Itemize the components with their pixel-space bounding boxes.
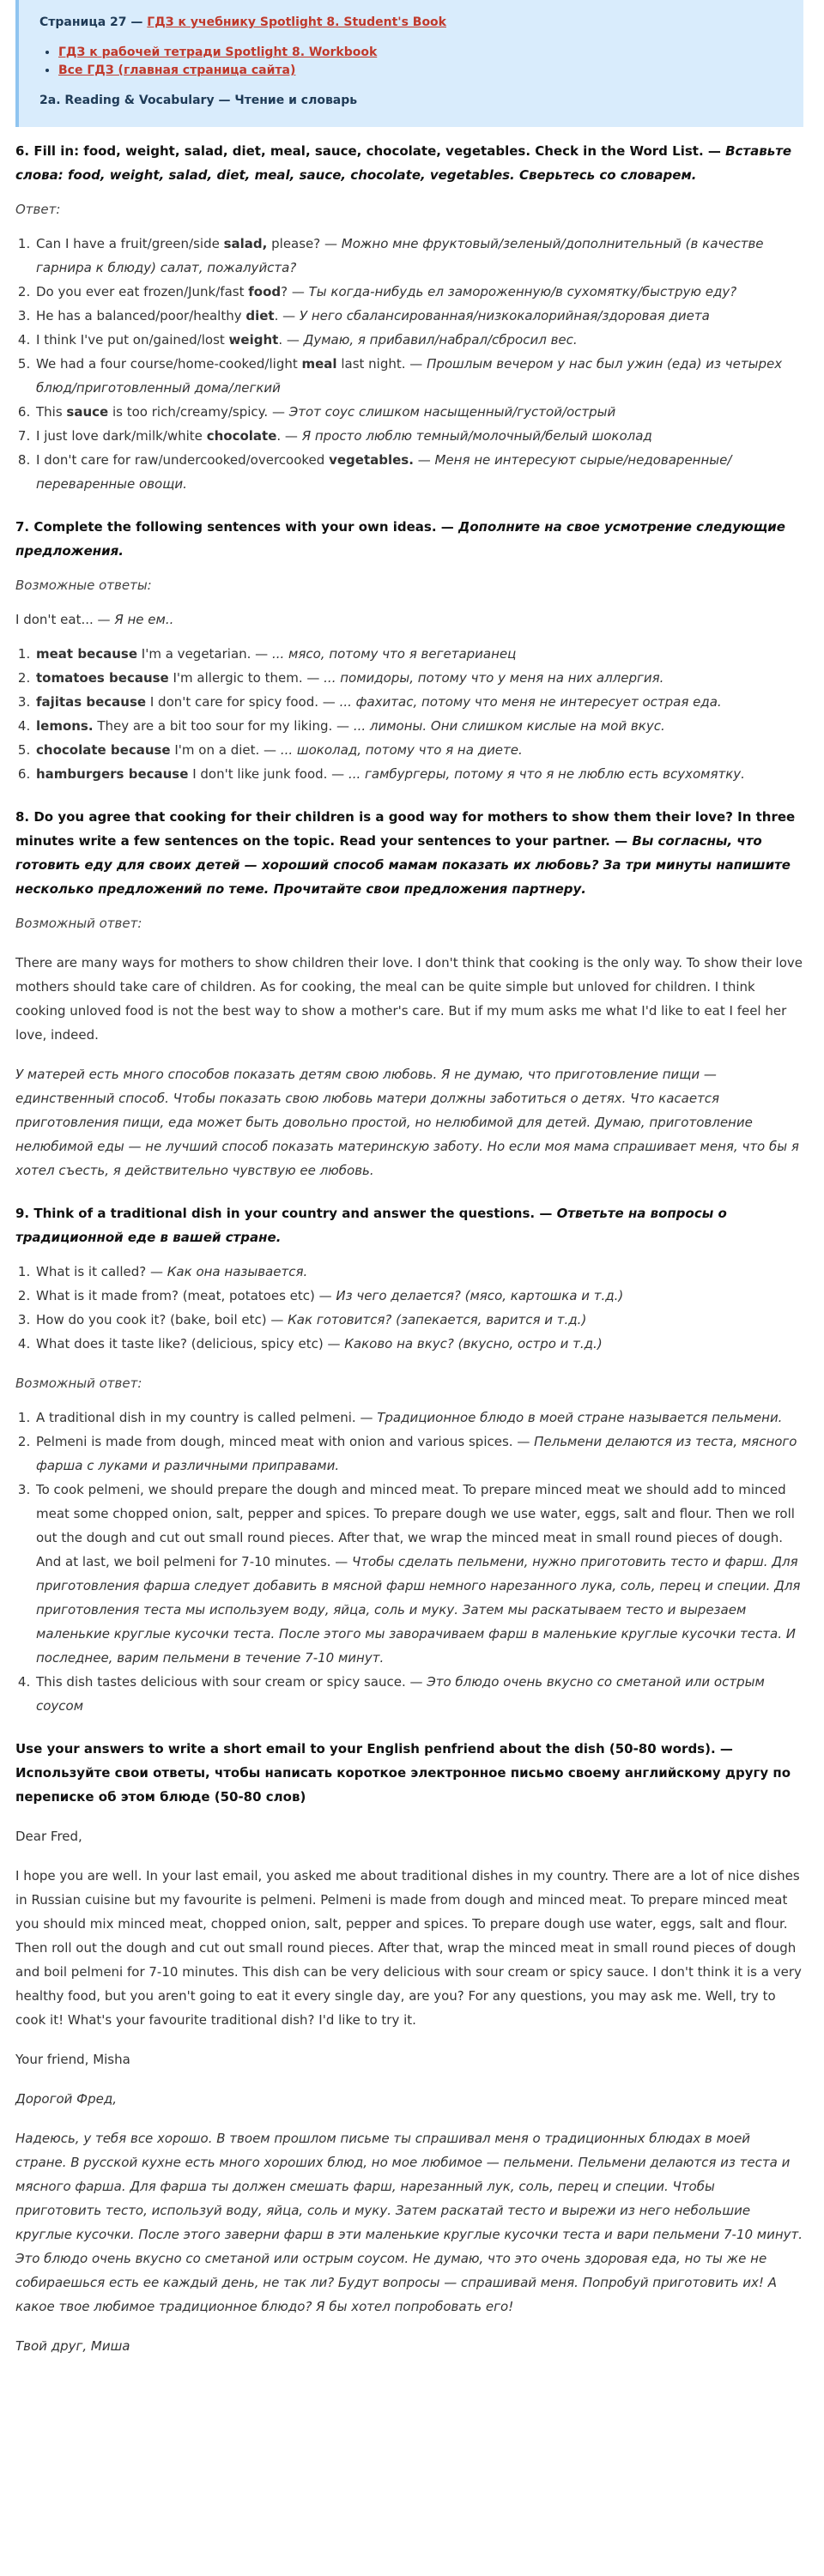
task7-answer-label: Возможные ответы: <box>15 577 152 593</box>
task9-title-ru: Ответьте на вопросы о традиционной еде в вашей стране. <box>15 1206 727 1245</box>
task7-list <box>15 642 803 786</box>
email-greeting-en: Dear Fred, <box>15 1829 82 1844</box>
list-item: 1. What is it called? — Как она называется. <box>34 1260 803 1284</box>
task7-title <box>15 515 803 563</box>
list-item: 6. This sauce is too rich/creamy/spicy. — Этот соус слишком насыщенный/густой/острый <box>34 400 803 424</box>
task8-title-en: 8. Do you agree that cooking for their children is a good way for mothers to show them their love? In three minutes write a few sentences on the topic. Read your sentences to your partner. — <box>15 809 796 849</box>
task8-answer-label: Возможный ответ: <box>15 916 142 931</box>
list-item: 2. Do you ever eat frozen/Junk/fast food? — Ты когда-нибудь ел замороженную/в сухомятку/быструю еду? <box>34 280 803 304</box>
list-item: 4. I think I've put on/gained/lost weight. — Думаю, я прибавил/набрал/сбросил вес. <box>34 328 803 352</box>
task9-title <box>15 1201 803 1249</box>
task7-intro: I don't eat... — Я не ем.. <box>15 612 174 627</box>
related-link-item <box>58 62 783 80</box>
task9-title-en: 9. Think of a traditional dish in your country and answer the questions. — <box>15 1206 557 1221</box>
task9-answers <box>15 1406 803 1718</box>
list-item: 4. lemons. They are a bit too sour for my liking. — ... лимоны. Они слишком кислые на мой вкус. <box>34 714 803 738</box>
list-item: 1. A traditional dish in my country is called pelmeni. — Традиционное блюдо в моей стране называется пельмени. <box>34 1406 803 1430</box>
related-link-item <box>58 44 783 62</box>
list-item: 3. To cook pelmeni, we should prepare the dough and minced meat. To prepare minced meat we should add to minced meat some chopped onion, salt, pepper and spices. To prepare dough we use water, eggs, salt and flour. Then we roll out the dough and cut out small round pieces. After that, we wrap the minced meat in small round pieces of dough. And at last, we boil pelmeni for 7-10 minutes. — Чтобы сделать пельмени, нужно приготовить тесто и фарш. Для приготовления фарша следует добавить в мясной фарш немного нарезанного лука, соль, перец и специи. Для приготовления теста мы используем воду, яйца, соль и муку. Затем мы раскатываем тесто и вырезаем маленькие круглые кусочки теста. После этого мы заворачиваем фарш в маленькие круглые кусочки теста. И последнее, варим пельмени в течение 7-10 минут. <box>34 1478 803 1670</box>
list-item: 6. hamburgers because I don't like junk food. — ... гамбургеры, потому я что я не люблю есть всухомятку. <box>34 762 803 786</box>
list-item: 2. What is it made from? (meat, potatoes etc) — Из чего делается? (мясо, картошка и т.д.) <box>34 1284 803 1308</box>
list-item: 5. chocolate because I'm on a diet. — ... шоколад, потому что я на диете. <box>34 738 803 762</box>
email-title-ru: Используйте свои ответы, чтобы написать короткое электронное письмо своему английскому другу по переписке об этом блюде (50-80 слов) <box>15 1765 791 1805</box>
list-item: 1. Can I have a fruit/green/side salad, please? — Можно мне фруктовый/зеленый/дополнительный (в качестве гарнира к блюду) салат, пожалуйста? <box>34 232 803 280</box>
email-greeting-ru: Дорогой Фред, <box>15 2091 117 2107</box>
related-links <box>39 44 783 80</box>
task8-text-en: There are many ways for mothers to show children their love. I don't think that cooking is the only way. To show their love mothers should take care of children. As for cooking, the meal can be quite simple but unloved for children. I think cooking unloved food is not the best way to show a mother's care. But if my mum asks me what I'd like to eat I feel her love, indeed. <box>15 955 803 1043</box>
email-task-title <box>15 1737 803 1809</box>
workbook-link[interactable]: ГДЗ к рабочей тетради Spotlight 8. Workbook <box>58 45 378 59</box>
task8-title <box>15 805 803 901</box>
task9-answer-label: Возможный ответ: <box>15 1376 142 1391</box>
page-prefix: Страница 27 — <box>39 15 148 29</box>
task6-list <box>15 232 803 496</box>
list-item: 3. How do you cook it? (bake, boil etc) — Как готовится? (запекается, варится и т.д.) <box>34 1308 803 1332</box>
list-item: 2. tomatoes because I'm allergic to them. — ... помидоры, потому что у меня на них аллергия. <box>34 666 803 690</box>
students-book-link[interactable]: ГДЗ к учебнику Spotlight 8. Student's Book <box>147 15 446 29</box>
task9-questions <box>15 1260 803 1356</box>
email-body-ru: Надеюсь, у тебя все хорошо. В твоем прошлом письме ты спрашивал меня о традиционных блюдах в моей стране. В русской кухне есть много хороших блюд, но мое любимое — пельмени. Пельмени делаются из теста и мясного фарша. Для фарша ты должен смешать фарш, нарезанный лук, соль, перец и специи. Чтобы приготовить тесто, используй воду, яйца, соль и муку. Затем раскатай тесто и вырежи из него небольшие круглые кусочки. После этого заверни фарш в эти маленькие круглые кусочки теста и вари пельмени 7-10 минут. Это блюдо очень вкусно со сметаной или острым соусом. Не думаю, что это очень здоровая еда, но ты же не собираешься есть ее каждый день, не так ли? Будут вопросы — спрашивай меня. Попробуй приготовить их! А какое твое любимое традиционное блюдо? Я бы хотел попробовать его! <box>15 2131 803 2314</box>
task6-title-en: 6. Fill in: food, weight, salad, diet, meal, sauce, chocolate, vegetables. Check in the Word List. — <box>15 143 726 159</box>
task6-answer-label: Ответ: <box>15 202 61 217</box>
task8-text-ru: У матерей есть много способов показать детям свою любовь. Я не думаю, что приготовление пищи — единственный способ. Чтобы показать свою любовь матери должны заботиться о детях. Что касается приготовления пищи, еда может быть довольно простой, но нелюбимой для детей. Думаю, приготовление нелюбимой еды — не лучший способ показать материнскую заботу. Но если моя мама спрашивает меня, что бы я хотел съесть, я действительно чувствую ее любовь. <box>15 1067 799 1178</box>
list-item: 8. I don't care for raw/undercooked/overcooked vegetables. — Меня не интересуют сырые/недоваренные/переваренные овощи. <box>34 448 803 496</box>
list-item: 7. I just love dark/milk/white chocolate. — Я просто люблю темный/молочный/белый шоколад <box>34 424 803 448</box>
list-item: 2. Pelmeni is made from dough, minced meat with onion and various spices. — Пельмени делаются из теста, мясного фарша с луками и различными приправами. <box>34 1430 803 1478</box>
list-item: 4. This dish tastes delicious with sour cream or spicy sauce. — Это блюдо очень вкусно со сметаной или острым соусом <box>34 1670 803 1718</box>
email-sign-en: Your friend, Misha <box>15 2052 130 2067</box>
task6-title <box>15 139 803 187</box>
list-item: 5. We had a four course/home-cooked/light meal last night. — Прошлым вечером у нас был ужин (еда) из четырех блюд/приготовленный дома/легкий <box>34 352 803 400</box>
section-title: 2a. Reading & Vocabulary — Чтение и словарь <box>39 94 358 107</box>
all-gdz-link[interactable]: Все ГДЗ (главная страница сайта) <box>58 63 296 77</box>
email-sign-ru: Твой друг, Миша <box>15 2338 130 2354</box>
list-item: 1. meat because I'm a vegetarian. — ... мясо, потому что я вегетарианец <box>34 642 803 666</box>
task7-title-ru: Дополните на свое усмотрение следующие предложения. <box>15 519 785 559</box>
email-body-en: I hope you are well. In your last email, you asked me about traditional dishes in my country. There are a lot of nice dishes in Russian cuisine but my favourite is pelmeni. Pelmeni is made from dough and minced meat. To prepare minced meat you should mix minced meat, chopped onion, salt, pepper and spices. To prepare dough use water, eggs, salt and flour. Then roll out the dough and cut out small round pieces. After that, wrap the minced meat in small round pieces of dough and boil pelmeni for 7-10 minutes. This dish can be very delicious with sour cream or spicy sauce. I don't think it is a very healthy food, but you aren't going to eat it every single day, are you? For any questions, you may ask me. Well, try to cook it! What's your favourite traditional dish? I'd like to try it. <box>15 1868 802 2028</box>
page-line <box>39 14 783 32</box>
list-item: 3. fajitas because I don't care for spicy food. — ... фахитас, потому что меня не интересует острая еда. <box>34 690 803 714</box>
task7-title-en: 7. Complete the following sentences with your own ideas. — <box>15 519 458 535</box>
email-title-en: Use your answers to write a short email to your English penfriend about the dish (50-80 words). — <box>15 1741 733 1757</box>
list-item: 4. What does it taste like? (delicious, spicy etc) — Каково на вкус? (вкусно, остро и т.д.) <box>34 1332 803 1356</box>
task8-title-ru: Вы согласны, что готовить еду для своих детей — хороший способ мамам показать их любовь? За три минуты напишите несколько предложений по теме. Прочитайте свои предложения партнеру. <box>15 833 791 897</box>
task6-title-ru: Вставьте слова: food, weight, salad, diet, meal, sauce, chocolate, vegetables. Сверьтесь со словарем. <box>15 143 792 183</box>
info-box <box>15 0 803 127</box>
list-item: 3. He has a balanced/poor/healthy diet. — У него сбалансированная/низкокалорийная/здоровая диета <box>34 304 803 328</box>
